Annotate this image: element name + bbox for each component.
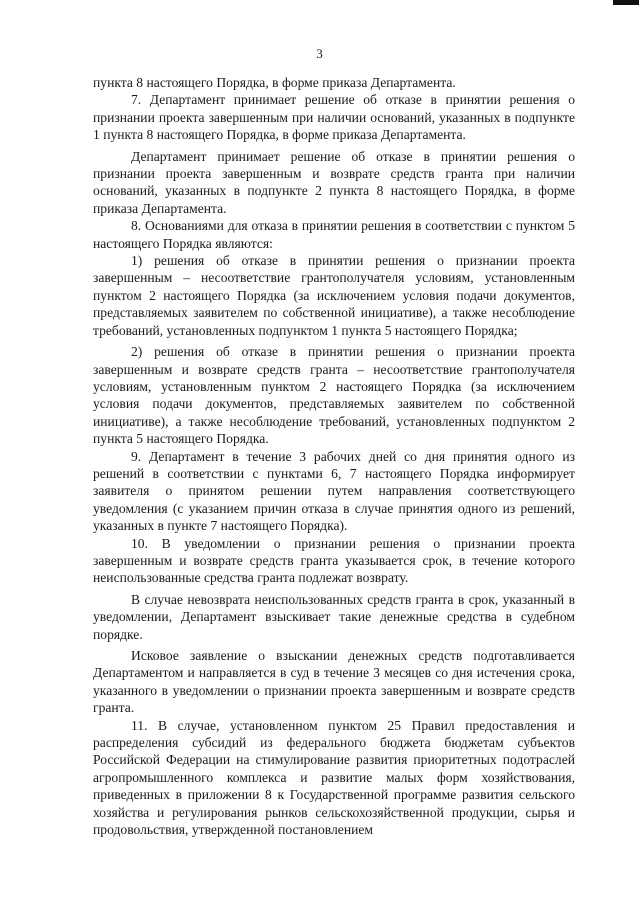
paragraph-8: 8. Основаниями для отказа в принятии решения в соответствии с пунктом 5 настоящего Порядка являются: xyxy=(93,218,575,251)
paragraph-9: 9. Департамент в течение 3 рабочих дней со дня принятия одного из решений в соответствии с пунктами 6, 7 настоящего Порядка информирует заявителя о принятом решении путем направления соответствующего уведомления (с указанием причин отказа в случае принятия одного из решений, указанных в пункте 7 настоящего Порядка). xyxy=(93,448,575,534)
paragraph-10: 10. В уведомлении о признании решения о признании проекта завершенным и возврате средств гранта указывается срок, в течение которого неиспользованные средства гранта подлежат возврату. xyxy=(93,535,575,586)
paragraph-continuation: пункта 8 настоящего Порядка, в форме приказа Департамента. xyxy=(93,75,456,90)
paragraph-7: 7. Департамент принимает решение об отказе в принятии решения о признании проекта завершенным при наличии оснований, указанных в подпункте 1 пункта 8 настоящего Порядка, в форме приказа Департамента. xyxy=(93,92,575,143)
paragraph-11: 11. В случае, установленном пунктом 25 Правил предоставления и распределения субсидий из федерального бюджета бюджетам субъектов Российской Федерации на стимулирование развития приоритетных подотраслей агропромышленного комплекса и развитие малых форм хозяйствования, приведенных в приложении 8 к Государственной программе развития сельского хозяйства и регулирования рынков сельскохозяйственной продукции, сырья и продовольствия, утвержденной постановлением xyxy=(93,717,575,838)
paragraph-8-item-1: 1) решения об отказе в принятии решения о признании проекта завершенным – несоответствие грантополучателя условиям, установленным пунктом 2 настоящего Порядка (за исключением условия подачи документов, представляемых заявителем по собственной инициативе), а также несоблюдение требований, установленных подпунктом 1 пункта 5 настоящего Порядка; xyxy=(93,253,575,338)
document-body xyxy=(93,74,575,838)
paragraph-10-part-2: В случае невозврата неиспользованных средств гранта в срок, указанный в уведомлении, Департамент взыскивает такие денежные средства в судебном порядке. xyxy=(93,591,575,642)
page-number: 3 xyxy=(316,46,323,61)
paragraph-7-part-2: Департамент принимает решение об отказе в принятии решения о признании проекта завершенным и возврате средств гранта при наличии оснований, указанных в подпункте 2 пункта 8 настоящего Порядка, в форме приказа Департамента. xyxy=(93,148,575,216)
paragraph-8-item-2: 2) решения об отказе в принятии решения о признании проекта завершенным и возврате средств гранта – несоответствие грантополучателя условиям, установленным пунктом 2 настоящего Порядка (за исключением условия подачи документов, представляемых заявителем по собственной инициативе), а также несоблюдение требований, установленных подпунктом 2 пункта 5 настоящего Порядка. xyxy=(93,344,575,447)
scan-corner-mark xyxy=(613,0,639,5)
paragraph-10-part-3: Исковое заявление о взыскании денежных средств подготавливается Департаментом и направляется в суд в течение 3 месяцев со дня истечения срока, указанного в уведомлении о признании проекта завершенным и возврате средств гранта. xyxy=(93,648,575,716)
